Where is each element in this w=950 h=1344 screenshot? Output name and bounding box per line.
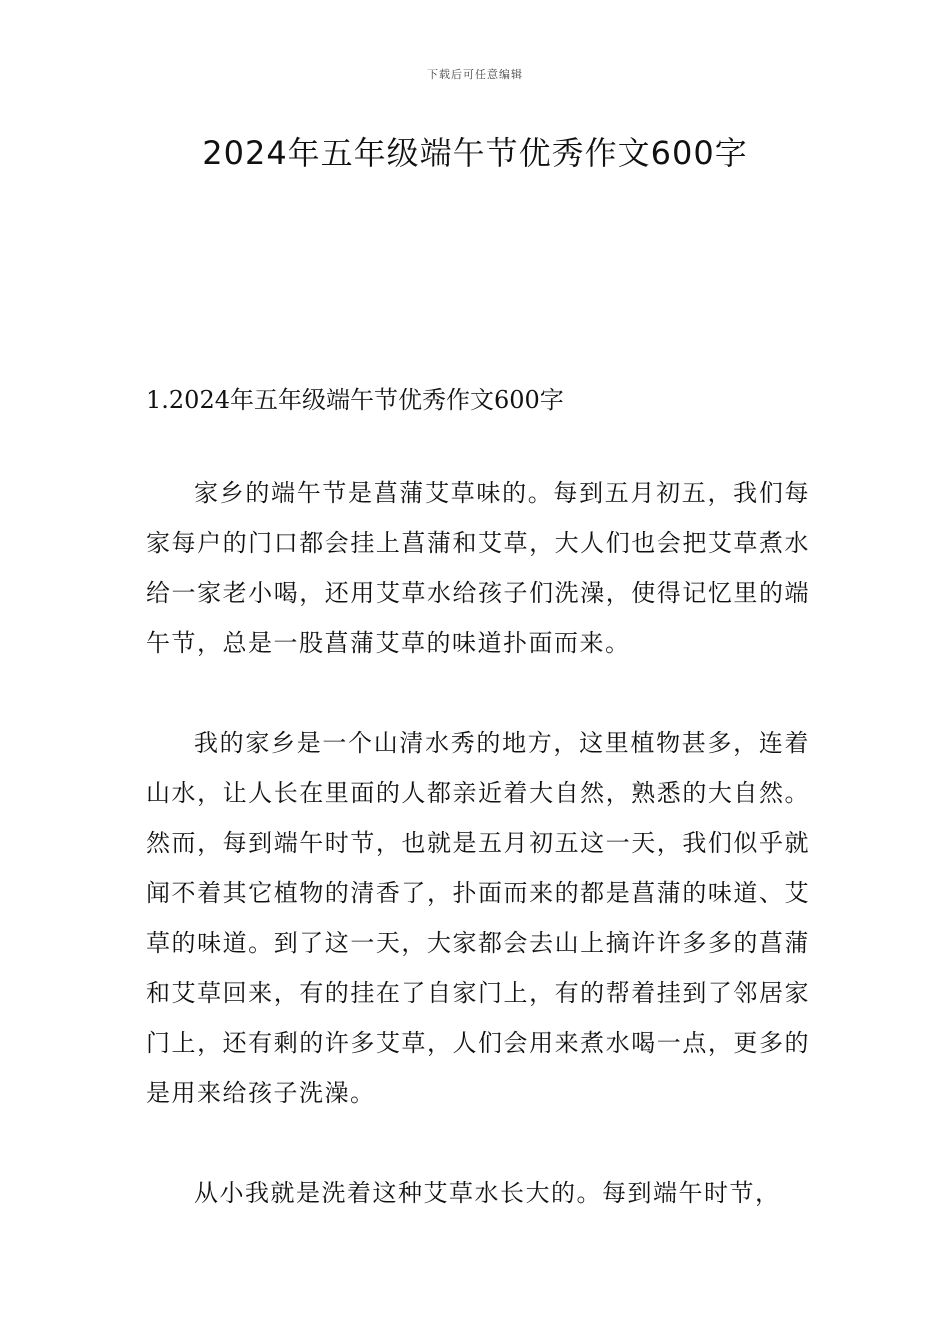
header-note: 下载后可任意编辑	[427, 68, 523, 81]
paragraph-2: 我的家乡是一个山清水秀的地方，这里植物甚多，连着山水，让人长在里面的人都亲近着大自然，熟悉的大自然。然而，每到端午时节，也就是五月初五这一天，我们似乎就闻不着其它植物的清香了，扑面而来的都是菖蒲的味道、艾草的味道。到了这一天，大家都会去山上摘许许多多的菖蒲和艾草回来，有的挂在了自家门上，有的帮着挂到了邻居家门上，还有剩的许多艾草，人们会用来煮水喝一点，更多的是用来给孩子洗澡。	[146, 729, 810, 1107]
document-title: 2024年五年级端午节优秀作文600字	[202, 134, 748, 172]
document-body	[146, 378, 810, 1218]
paragraph-1: 家乡的端午节是菖蒲艾草味的。每到五月初五，我们每家每户的门口都会挂上菖蒲和艾草，大人们也会把艾草煮水给一家老小喝，还用艾草水给孩子们洗澡，使得记忆里的端午节，总是一股菖蒲艾草的味道扑面而来。	[146, 479, 810, 657]
paragraph-3: 从小我就是洗着这种艾草水长大的。每到端午时节，	[194, 1179, 781, 1207]
section-heading: 1.2024年五年级端午节优秀作文600字	[146, 386, 564, 414]
